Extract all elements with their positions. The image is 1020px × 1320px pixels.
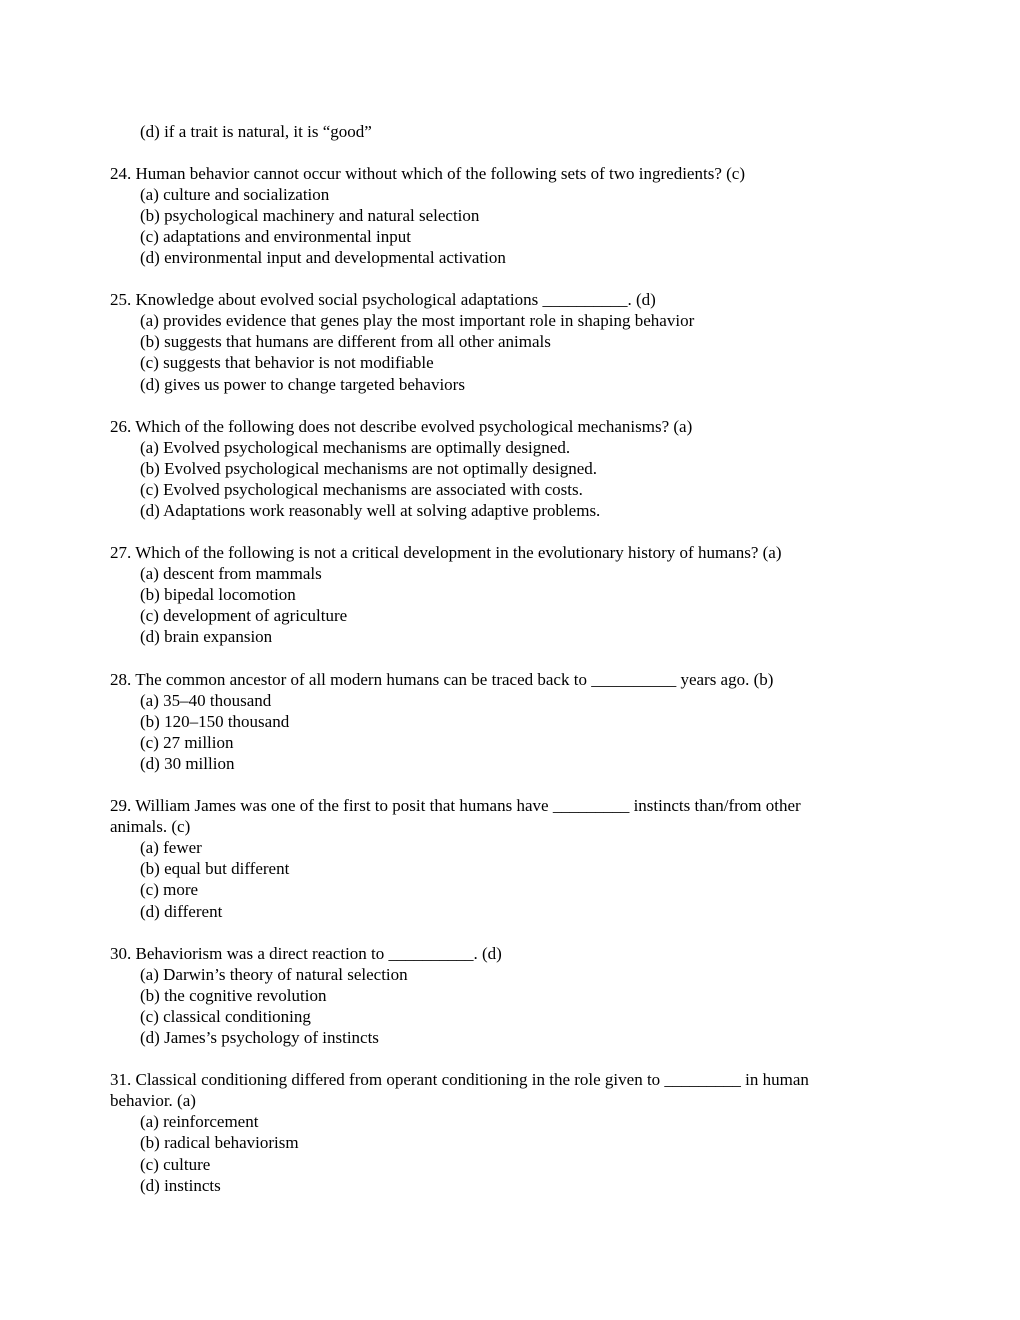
option-text: (b) radical behaviorism	[140, 1133, 299, 1152]
option-text: (b) the cognitive revolution	[140, 986, 327, 1005]
option-text: (d) gives us power to change targeted behaviors	[140, 375, 465, 394]
question-stem: 30. Behaviorism was a direct reaction to __________. (d)	[110, 944, 502, 963]
question-stem: 31. Classical conditioning differed from operant conditioning in the role given to _________ in human	[110, 1070, 809, 1089]
option-text: (a) culture and socialization	[140, 185, 330, 204]
question-stem: 25. Knowledge about evolved social psychological adaptations __________. (d)	[110, 290, 656, 309]
question-stem: 26. Which of the following does not describe evolved psychological mechanisms? (a)	[110, 417, 693, 436]
option-text: (a) Evolved psychological mechanisms are optimally designed.	[140, 438, 571, 457]
option-text: (d) James’s psychology of instincts	[140, 1028, 379, 1047]
option-text: (c) more	[140, 880, 199, 899]
option-text: (d) Adaptations work reasonably well at solving adaptive problems.	[140, 501, 601, 520]
option-text: (b) equal but different	[140, 859, 290, 878]
option-text: (a) reinforcement	[140, 1112, 259, 1131]
option-text: (b) suggests that humans are different from all other animals	[140, 332, 551, 351]
option-text: (a) Darwin’s theory of natural selection	[140, 965, 408, 984]
option-text: (b) psychological machinery and natural selection	[140, 206, 480, 225]
question-stem: 24. Human behavior cannot occur without which of the following sets of two ingredients? (c)	[110, 164, 745, 183]
option-text: (d) environmental input and developmental activation	[140, 248, 506, 267]
option-text: (b) bipedal locomotion	[140, 585, 296, 604]
option-text: (d) if a trait is natural, it is “good”	[140, 122, 372, 141]
option-text: (a) fewer	[140, 838, 202, 857]
option-text: (c) classical conditioning	[140, 1007, 311, 1026]
option-text: (a) 35–40 thousand	[140, 691, 272, 710]
option-text: (c) culture	[140, 1155, 211, 1174]
option-text: (c) suggests that behavior is not modifiable	[140, 353, 434, 372]
option-text: (b) 120–150 thousand	[140, 712, 290, 731]
option-text: (c) Evolved psychological mechanisms are associated with costs.	[140, 480, 583, 499]
question-stem-continuation: animals. (c)	[110, 817, 191, 836]
question-stem: 29. William James was one of the first to posit that humans have _________ instincts than/from other	[110, 796, 801, 815]
option-text: (c) adaptations and environmental input	[140, 227, 411, 246]
option-text: (a) provides evidence that genes play the most important role in shaping behavior	[140, 311, 695, 330]
option-text: (c) development of agriculture	[140, 606, 348, 625]
option-text: (d) brain expansion	[140, 627, 273, 646]
question-stem: 27. Which of the following is not a critical development in the evolutionary history of humans? (a)	[110, 543, 782, 562]
question-stem-continuation: behavior. (a)	[110, 1091, 196, 1110]
option-text: (c) 27 million	[140, 733, 234, 752]
option-text: (d) different	[140, 902, 223, 921]
question-stem: 28. The common ancestor of all modern humans can be traced back to __________ years ago. (b)	[110, 670, 774, 689]
option-text: (d) instincts	[140, 1176, 221, 1195]
option-text: (a) descent from mammals	[140, 564, 322, 583]
option-text: (b) Evolved psychological mechanisms are not optimally designed.	[140, 459, 597, 478]
option-text: (d) 30 million	[140, 754, 235, 773]
